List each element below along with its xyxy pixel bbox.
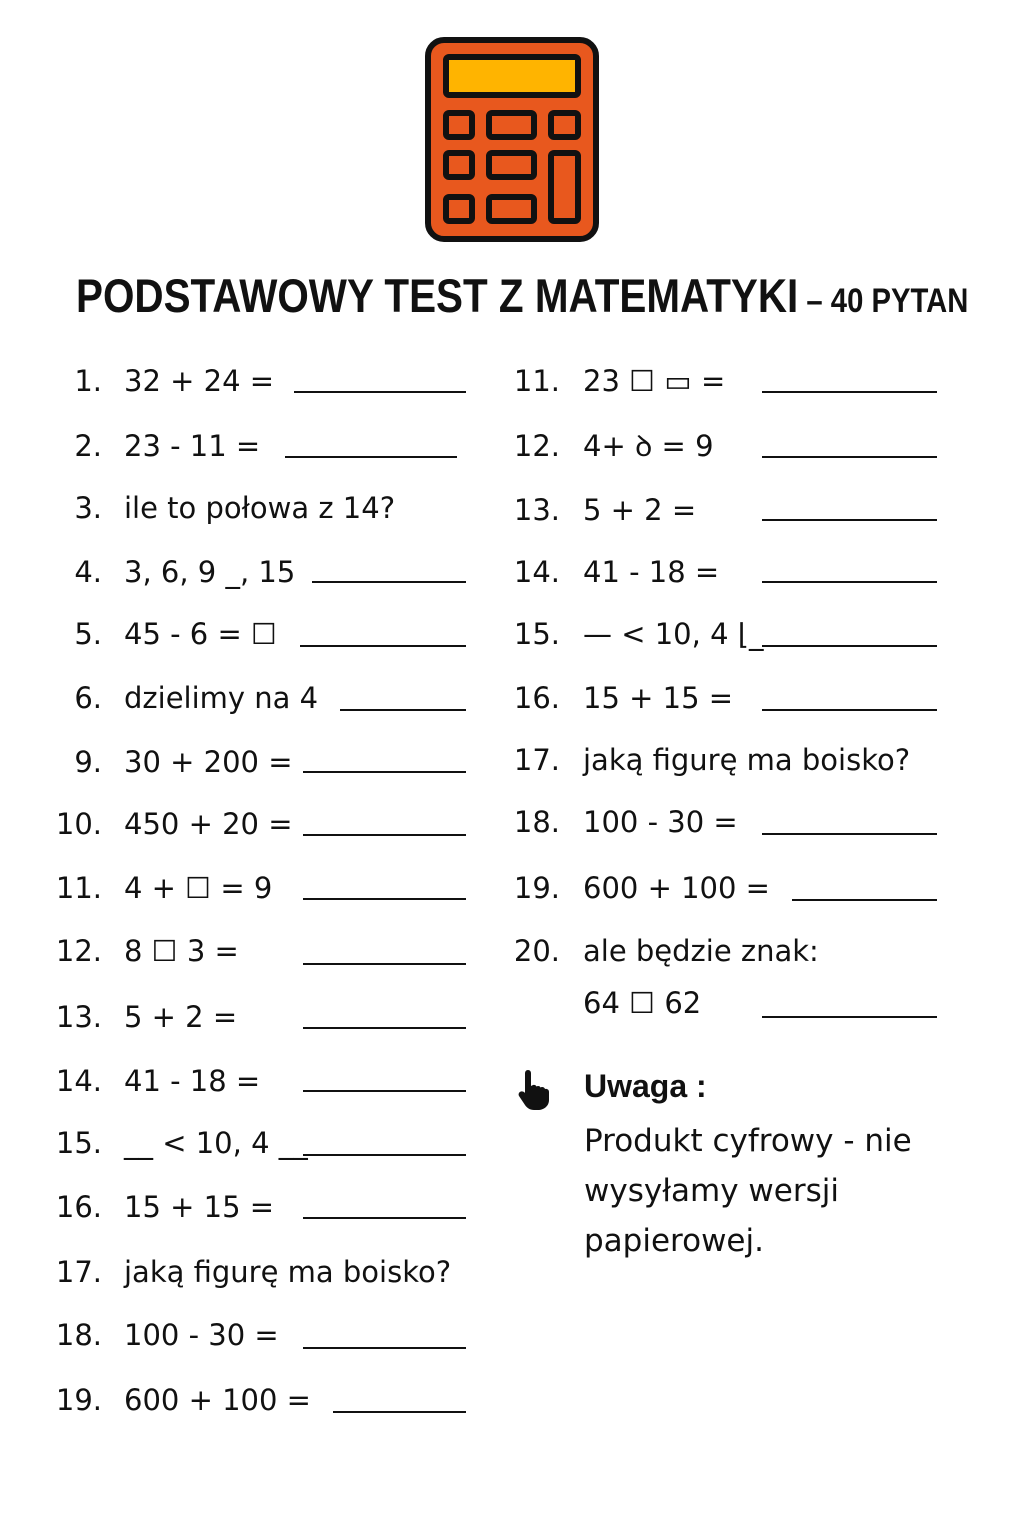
answer-line[interactable] bbox=[762, 391, 937, 393]
answer-line[interactable] bbox=[762, 581, 937, 583]
note-line: papierowej. bbox=[584, 1223, 764, 1259]
calculator-icon bbox=[425, 37, 599, 242]
answer-line[interactable] bbox=[303, 1217, 466, 1219]
answer-line[interactable] bbox=[762, 645, 937, 647]
note-line: wysyłamy wersji bbox=[584, 1173, 839, 1209]
note-title: Uwaga : bbox=[584, 1068, 707, 1104]
answer-line[interactable] bbox=[303, 1027, 466, 1029]
answer-line[interactable] bbox=[762, 709, 937, 711]
note-line: Produkt cyfrowy - nie bbox=[584, 1123, 912, 1159]
answer-line[interactable] bbox=[762, 456, 937, 458]
answer-line[interactable] bbox=[762, 1016, 937, 1018]
answer-line[interactable] bbox=[333, 1411, 466, 1413]
answer-line[interactable] bbox=[303, 1154, 466, 1156]
answer-line[interactable] bbox=[303, 1090, 466, 1092]
pointing-hand-icon bbox=[516, 1068, 556, 1112]
answer-line[interactable] bbox=[762, 833, 937, 835]
page-title: PODSTAWOWY TEST Z MATEMATYKI – 40 PYTAN bbox=[76, 269, 969, 322]
answer-line[interactable] bbox=[762, 519, 937, 521]
answer-line[interactable] bbox=[303, 1347, 466, 1349]
answer-line[interactable] bbox=[792, 899, 937, 901]
